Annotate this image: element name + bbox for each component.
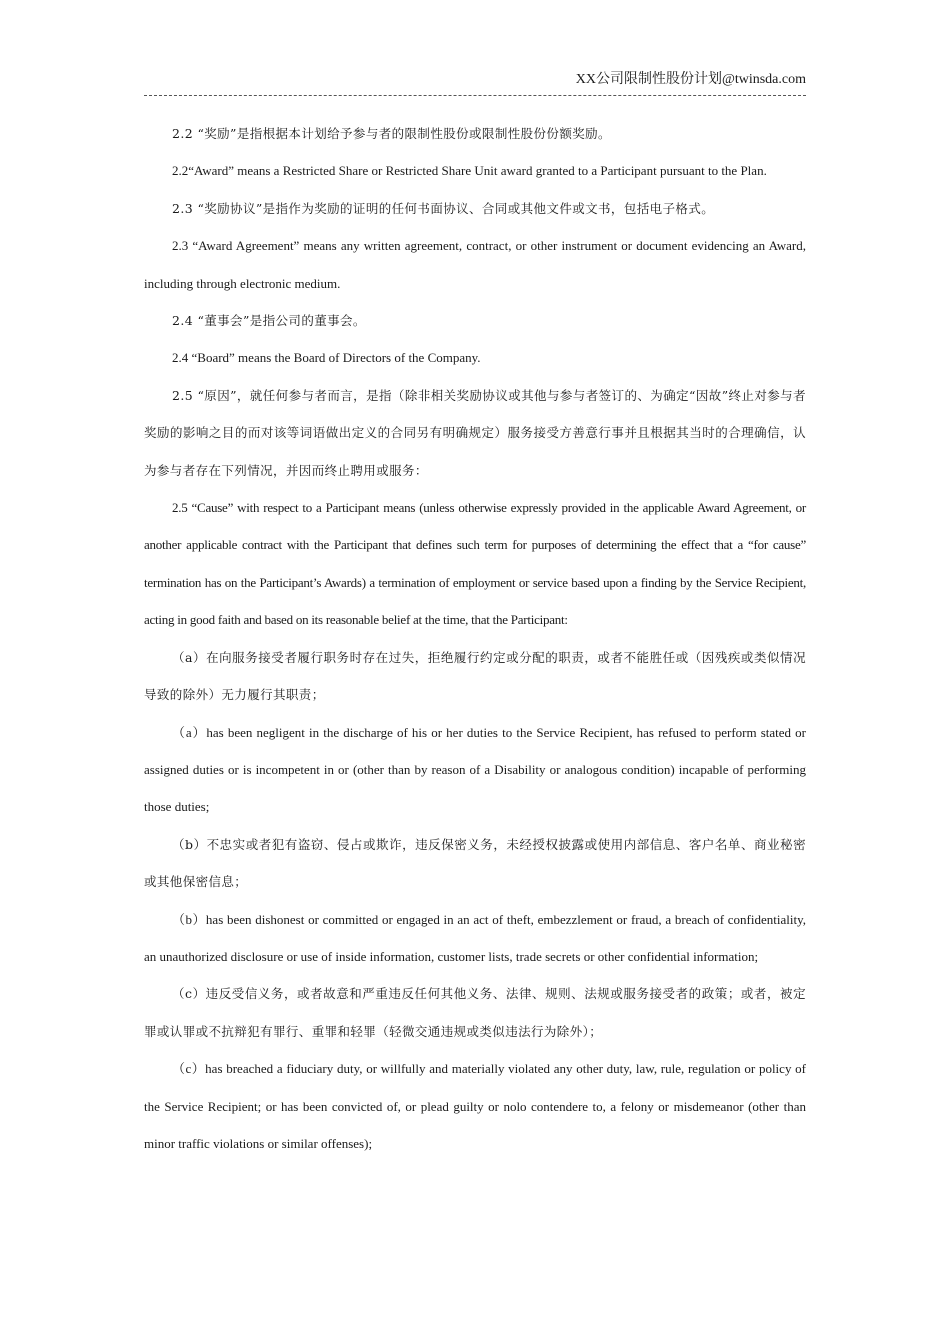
paragraph-2-3-zh: 2.3 “奖励协议”是指作为奖励的证明的任何书面协议、合同或其他文件或文书，包括电子格式。 [172, 200, 715, 216]
paragraph-2-2-zh: 2.2 “奖励”是指根据本计划给予参与者的限制性股份或限制性股份份额奖励。 [172, 126, 611, 141]
paragraph-2-5-en: 2.5 “Cause” with respect to a Participant means (unless otherwise expressly provided in the applicable Award Agreement, or another applicable contract with the Participant that defines such term for purposes of determining the effect that a “for cause” termination has on the Participant’s Awards) a termination of employment or service based upon a finding by the Service Recipient, acting in good faith and based on its reasonable belief at the time, that the Participant: [144, 500, 806, 628]
paragraph-2-3-en: 2.3 “Award Agreement” means any written agreement, contract, or other instrument or document evidencing an Award, including through electronic medium. [144, 238, 806, 291]
paragraph-c-en: （c）has breached a fiduciary duty, or willfully and materially violated any other duty, law, rule, regulation or policy of the Service Recipient; or has been convicted of, or plead guilty or nolo contendere to, a felony or misdemeanor (other than minor traffic violations or similar offenses); [144, 1061, 806, 1151]
page-header-title: XX公司限制性股份计划@twinsda.com [575, 72, 806, 87]
paragraph-a-zh: （a）在向服务接受者履行职务时存在过失，拒绝履行约定或分配的职责，或者不能胜任或（因残疾或类似情况导致的除外）无力履行其职责； [144, 649, 806, 703]
paragraph-b-en: （b）has been dishonest or committed or engaged in an act of theft, embezzlement or fraud, a breach of confidentiality, an unauthorized disclosure or use of inside information, customer lists, trade secrets or other confidential information; [144, 911, 806, 964]
paragraph-2-4-zh: 2.4 “董事会”是指公司的董事会。 [172, 313, 366, 329]
paragraph-b-zh: （b）不忠实或者犯有盗窃、侵占或欺诈，违反保密义务，未经授权披露或使用内部信息、客户名单、商业秘密或其他保密信息； [144, 836, 806, 890]
paragraph-c-zh: （c）违反受信义务，或者故意和严重违反任何其他义务、法律、规则、法规或服务接受者的政策；或者，被定罪或认罪或不抗辩犯有罪行、重罪和轻罪（轻微交通违规或类似违法行为除外）； [144, 986, 806, 1039]
document-body [144, 115, 806, 1162]
paragraph-a-en: （a）has been negligent in the discharge of his or her duties to the Service Recipient, has refused to perform stated or assigned duties or is incompetent in or (other than by reason of a Disability or analogous condition) incapable of performing those duties; [144, 724, 806, 815]
paragraph-2-5-zh: 2.5 “原因”，就任何参与者而言，是指（除非相关奖励协议或其他与参与者签订的、为确定“因故”终止对参与者奖励的影响之目的而对该等词语做出定义的合同另有明确规定）服务接受方善意行事并且根据其当时的合理确信，认为参与者存在下列情况，并因而终止聘用或服务： [144, 387, 806, 478]
paragraph-2-4-en: 2.4 “Board” means the Board of Directors of the Company. [172, 350, 481, 366]
header-divider [144, 95, 806, 96]
paragraph-2-2-en: 2.2“Award” means a Restricted Share or Restricted Share Unit award granted to a Participant pursuant to the Plan. [172, 163, 767, 179]
